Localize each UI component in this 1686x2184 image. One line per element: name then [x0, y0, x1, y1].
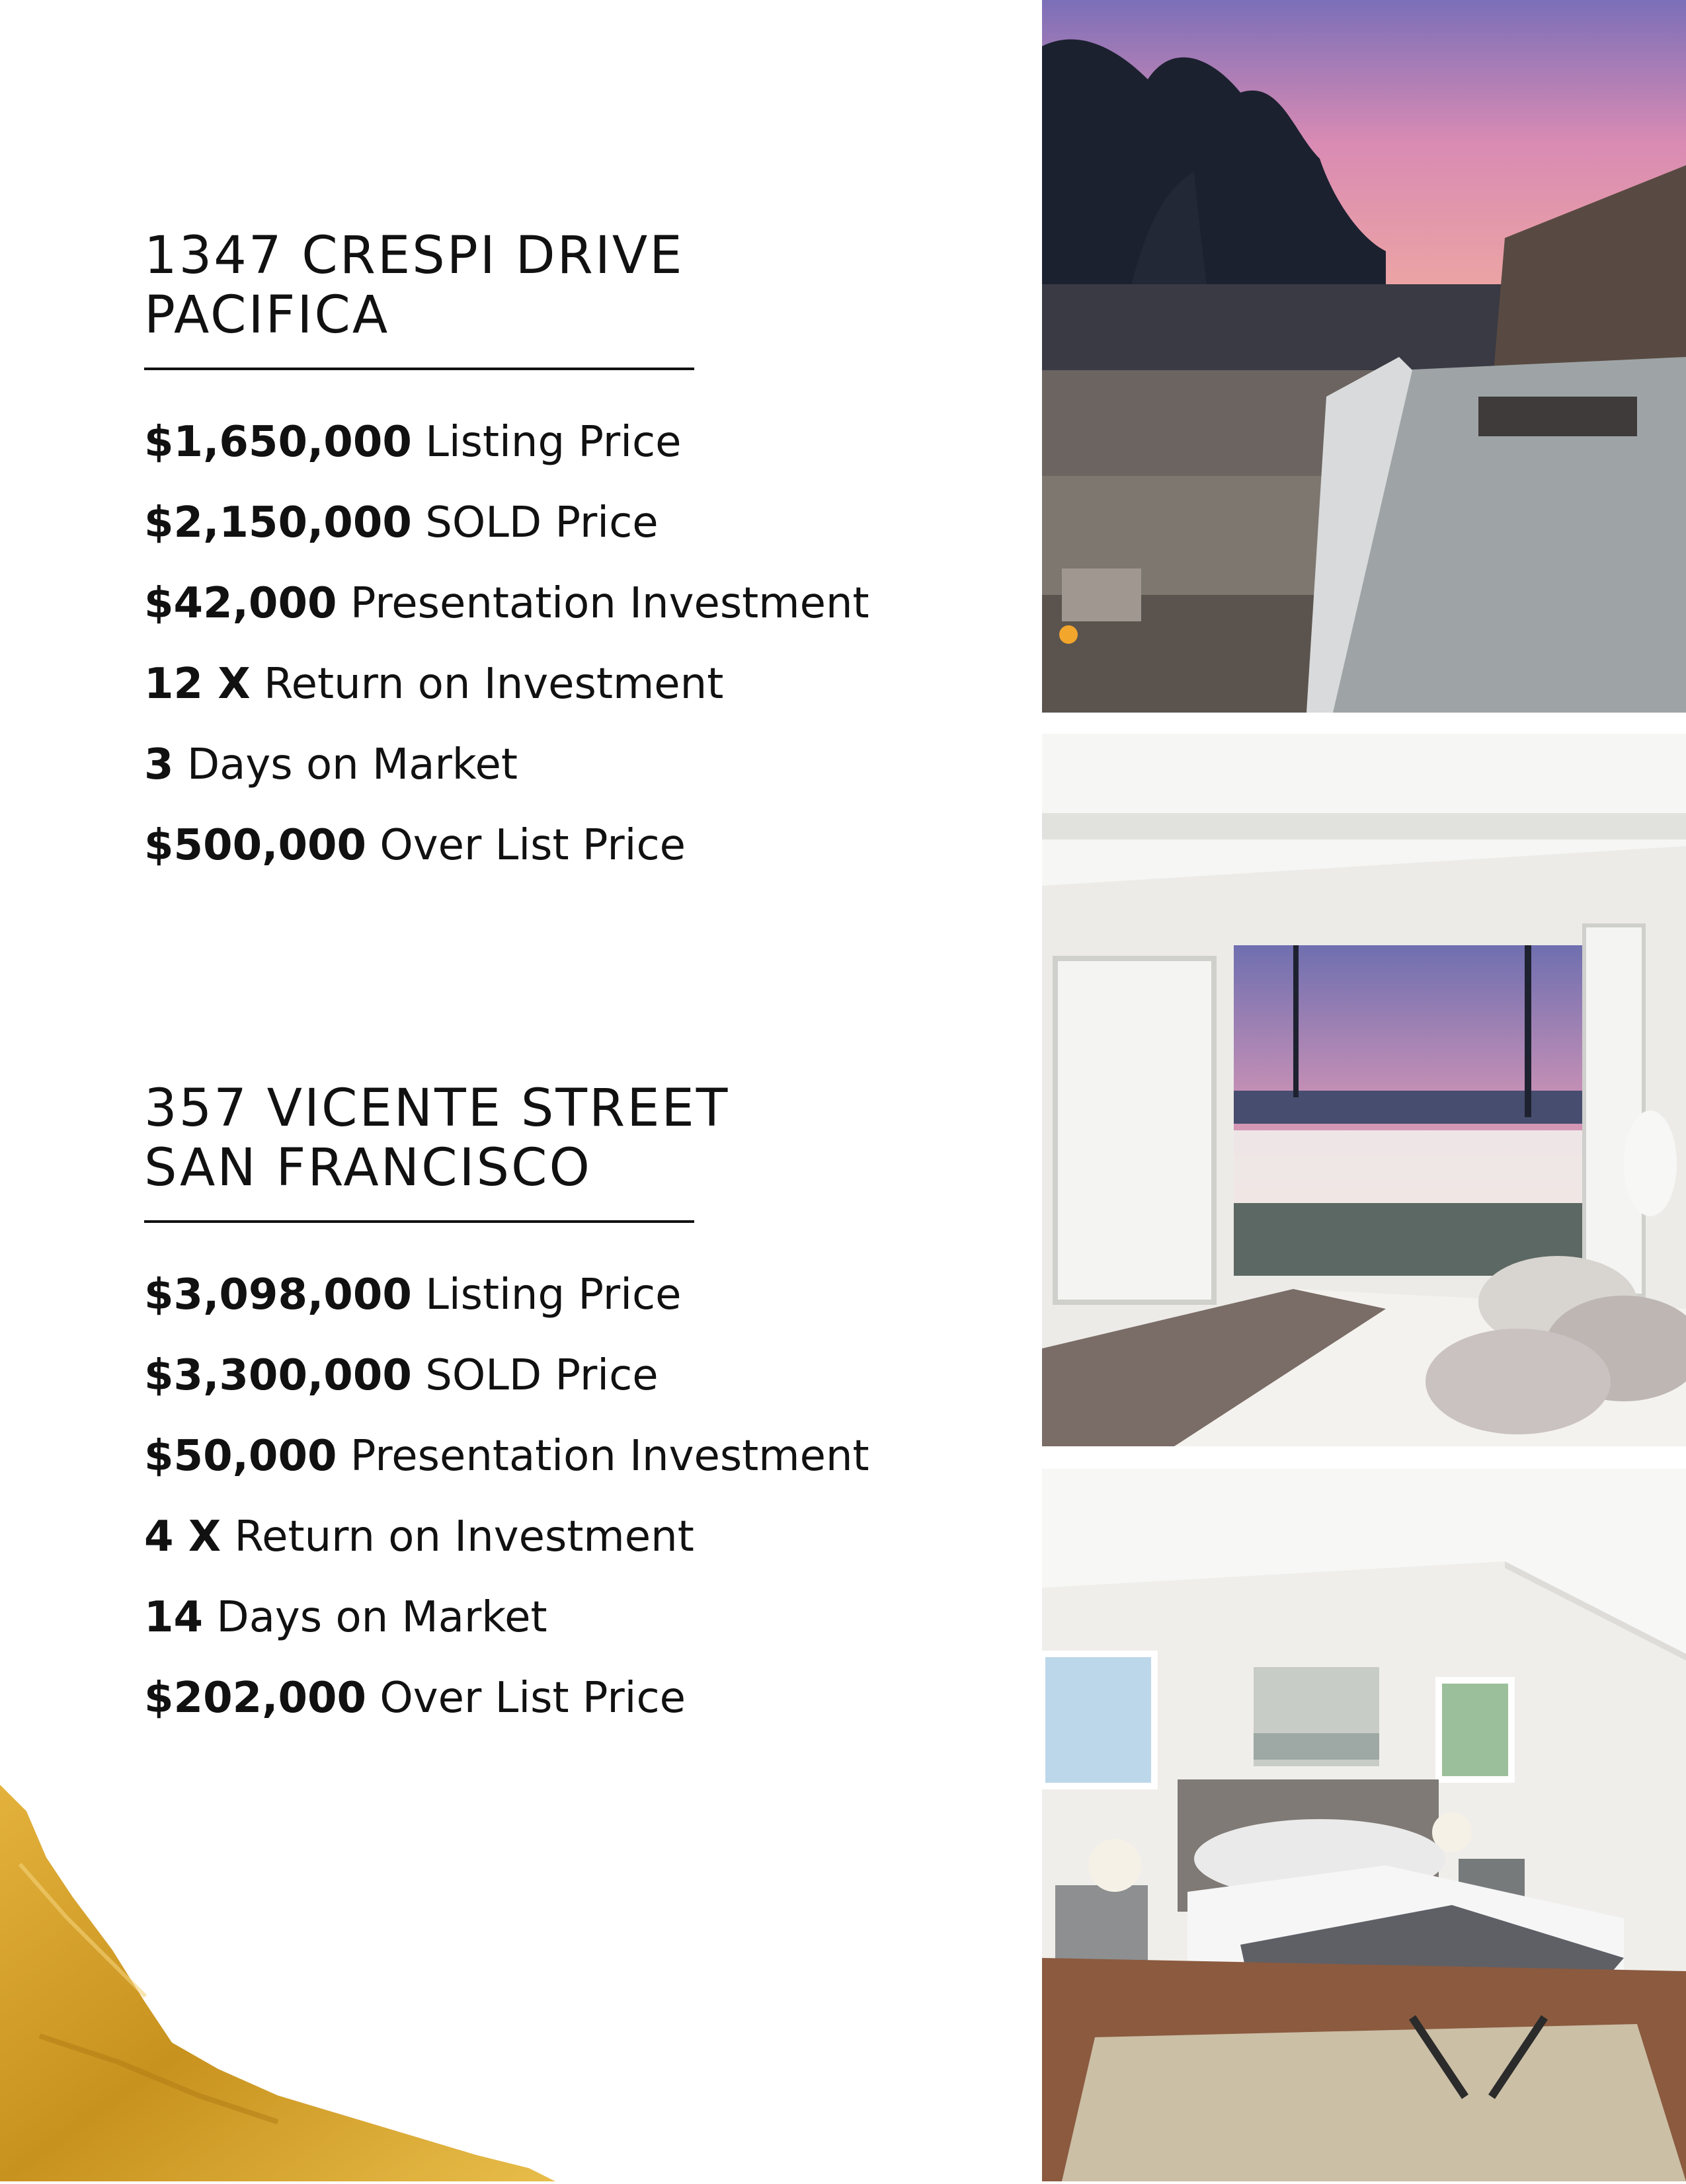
stat-label: Return on Investment	[264, 660, 724, 709]
stat-label: Presentation Investment	[350, 1432, 869, 1481]
stat-label: Days on Market	[216, 1593, 547, 1642]
divider	[144, 1220, 694, 1223]
address-street: 357 VICENTE STREET	[144, 1079, 730, 1138]
address-street: 1347 CRESPI DRIVE	[144, 226, 684, 286]
stat-sold-price	[144, 483, 1004, 563]
stat-value: 12 X	[144, 660, 251, 709]
stat-value: $500,000	[144, 821, 367, 870]
stat-label: Presentation Investment	[350, 579, 869, 628]
stat-value: $1,650,000	[144, 418, 412, 467]
stat-listing-price	[144, 1255, 1004, 1335]
stat-return-on-investment	[144, 644, 1004, 724]
stat-value: 14	[144, 1593, 204, 1642]
address-city: PACIFICA	[144, 286, 390, 345]
gold-foil-decoration	[0, 1785, 569, 2181]
stat-label: SOLD Price	[425, 1351, 659, 1400]
stat-presentation-investment	[144, 563, 1004, 644]
master-bedroom-photo	[1042, 1469, 1686, 2181]
stat-value: $42,000	[144, 579, 337, 628]
listing-card-crespi	[144, 226, 1004, 886]
address-city: SAN FRANCISCO	[144, 1138, 592, 1198]
stat-label: Over List Price	[380, 821, 686, 870]
stat-presentation-investment	[144, 1416, 1004, 1497]
deck-at-dusk-photo	[1042, 0, 1686, 713]
stat-value: $3,300,000	[144, 1351, 412, 1400]
stat-value: 4 X	[144, 1512, 221, 1561]
stat-label: SOLD Price	[425, 498, 659, 547]
stat-value: 3	[144, 740, 174, 789]
listing-address	[144, 226, 1004, 345]
stat-sold-price	[144, 1335, 1004, 1416]
stat-label: Days on Market	[186, 740, 518, 789]
listing-address	[144, 1079, 1004, 1198]
stat-listing-price	[144, 402, 1004, 483]
stat-return-on-investment	[144, 1497, 1004, 1577]
stat-days-on-market	[144, 724, 1004, 805]
stat-value: $50,000	[144, 1432, 337, 1481]
divider	[144, 368, 694, 370]
stat-days-on-market	[144, 1577, 1004, 1658]
stat-over-list-price	[144, 1658, 1004, 1738]
bedroom-balcony-view-photo	[1042, 734, 1686, 1446]
stat-over-list-price	[144, 805, 1004, 886]
stat-label: Listing Price	[425, 418, 682, 467]
stat-label: Over List Price	[380, 1674, 686, 1723]
stat-value: $2,150,000	[144, 498, 412, 547]
stat-label: Return on Investment	[234, 1512, 694, 1561]
stat-label: Listing Price	[425, 1270, 682, 1319]
listing-card-vicente	[144, 1079, 1004, 1738]
stat-value: $3,098,000	[144, 1270, 412, 1319]
stat-value: $202,000	[144, 1674, 367, 1723]
